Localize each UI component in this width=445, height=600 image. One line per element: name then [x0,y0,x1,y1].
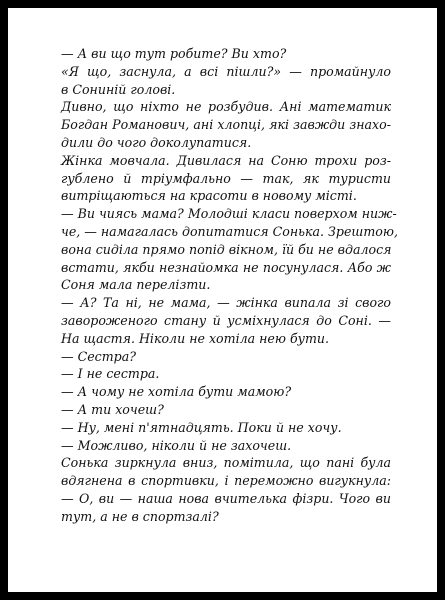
text-line: — А ви що тут робите? Ви хто? [61,46,287,61]
book-page [8,8,437,592]
text-line: — Сестра? [61,348,137,364]
text-line: — Можливо, ніколи й не захочеш. [61,437,292,453]
text-line: — О, ви — наша нова вчителька фізри. Чого ви [61,490,391,506]
text-line: дили до чого доколупатися. [61,134,252,150]
text-line: — А чому не хотіла бути мамою? [61,384,292,400]
text-line: — І не сестра. [61,366,160,382]
body-text [61,45,398,526]
text-line: Дивно, що ніхто не розбудив. Ані математик [61,99,391,115]
text-line: Жінка мовчала. Дивилася на Соню трохи роз- [61,152,391,168]
text-line: встати, якби незнайомка не посунулася. Або ж [61,259,391,275]
text-line: че, — намагалась допитатися Сонька. Зрештою, [61,223,398,239]
text-line: Богдан Романович, ані хлопці, які завжди знахо- [61,117,391,133]
text-line: вона сиділа прямо попід вікном, їй би не вдалося [61,241,392,257]
text-line: завороженого стану й усміхнулася до Соні. — [61,312,391,328]
text-line: — Ну, мені п'ятнадцять. Поки й не хочу. [61,419,342,435]
text-line: тут, а не в спортзалі? [61,508,219,524]
text-line: гублено й тріумфально — так, як туристи [61,170,391,186]
text-line: «Я що, заснула, а всі пішли?» — промайнуло [61,63,391,79]
text-line: На щастя. Ніколи не хотіла нею бути. [61,330,330,346]
text-line: — Ви чиясь мама? Молодші класи поверхом ниж- [61,206,397,222]
text-line: Сонька зиркнула вниз, помітила, що пані була [61,455,391,471]
text-line: вдягнена в спортивки, і переможно вигукнула: [61,473,391,489]
text-line: — А ти хочеш? [61,401,164,417]
text-line: Соня мала перелізти. [61,277,211,293]
text-line: — А? Та ні, не мама, — жінка випала зі свого [61,295,391,311]
text-line: витріщаються на красоти в новому місті. [61,188,357,204]
text-line: в Сониній голові. [61,81,176,97]
